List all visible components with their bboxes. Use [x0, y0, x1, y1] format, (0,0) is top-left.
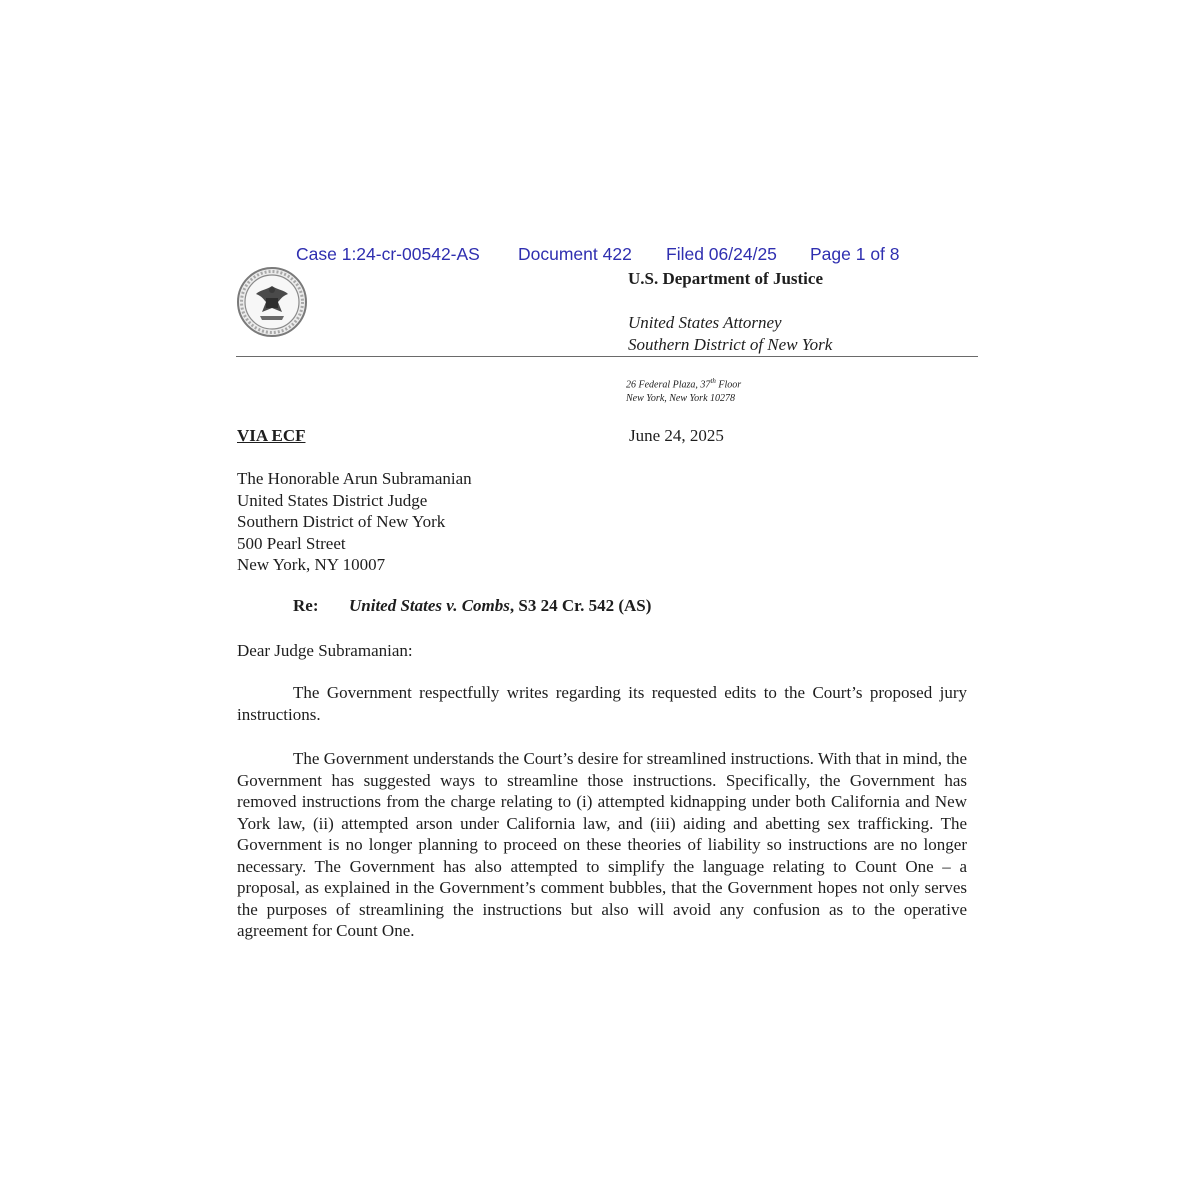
doj-seal-icon	[236, 266, 308, 338]
recipient-line: 500 Pearl Street	[237, 533, 346, 553]
document-number: Document 422	[518, 244, 632, 264]
address-floor: Floor	[715, 379, 742, 391]
office-line: Southern District of New York	[628, 335, 833, 354]
paragraph-text: The Government understands the Court’s desire for streamlined instructions. With that in mind, the Government has suggested ways to streamline those instructions. Specifically, the Government has removed instructions from the charge relating to (i) attempted kidnapping under both California and New York law, (ii) attempted arson under California law, and (iii) aiding and abetting sex trafficking. The Government is no longer planning to proceed on these theories of liability so instructions are no longer necessary. The Government has also attempted to simplify the language relating to Count One – a proposal, as explained in the Government’s comment bubbles, that the Government hopes not only serves the purposes of streamlining the instructions but also will avoid any confusion as to the operative agreement for Count One.	[237, 749, 967, 940]
recipient-line: The Honorable Arun Subramanian	[237, 469, 472, 488]
case-docket: , S3 24 Cr. 542 (AS)	[509, 596, 652, 615]
letter-date: June 24, 2025	[629, 426, 724, 445]
re-line	[293, 596, 651, 616]
body-paragraph	[237, 682, 967, 725]
address-street: 26 Federal Plaza, 37	[626, 379, 711, 391]
filed-date: Filed 06/24/25	[666, 244, 777, 264]
office-block	[628, 312, 832, 356]
office-line: United States Attorney	[628, 313, 782, 332]
salutation: Dear Judge Subramanian:	[237, 641, 413, 660]
address-line: New York, New York 10278	[626, 393, 736, 405]
case-number: Case 1:24-cr-00542-AS	[296, 244, 480, 264]
delivery-method: VIA ECF	[237, 426, 306, 445]
recipient-line: Southern District of New York	[237, 512, 446, 531]
page-count: Page 1 of 8	[810, 244, 900, 264]
body-paragraph	[237, 748, 967, 942]
agency-name: U.S. Department of Justice	[628, 269, 823, 288]
office-address	[626, 374, 741, 406]
address-superscript: th	[710, 377, 716, 385]
recipient-line: United States District Judge	[237, 490, 428, 510]
recipient-line: New York, NY 10007	[237, 555, 386, 574]
case-name: United States v. Combs	[349, 596, 510, 615]
recipient-block	[237, 468, 472, 576]
re-label: Re:	[293, 596, 319, 615]
paragraph-text: The Government respectfully writes regarding its requested edits to the Court’s proposed jury instructions.	[237, 683, 967, 724]
address-line	[626, 374, 741, 392]
letterhead-divider	[236, 356, 978, 357]
